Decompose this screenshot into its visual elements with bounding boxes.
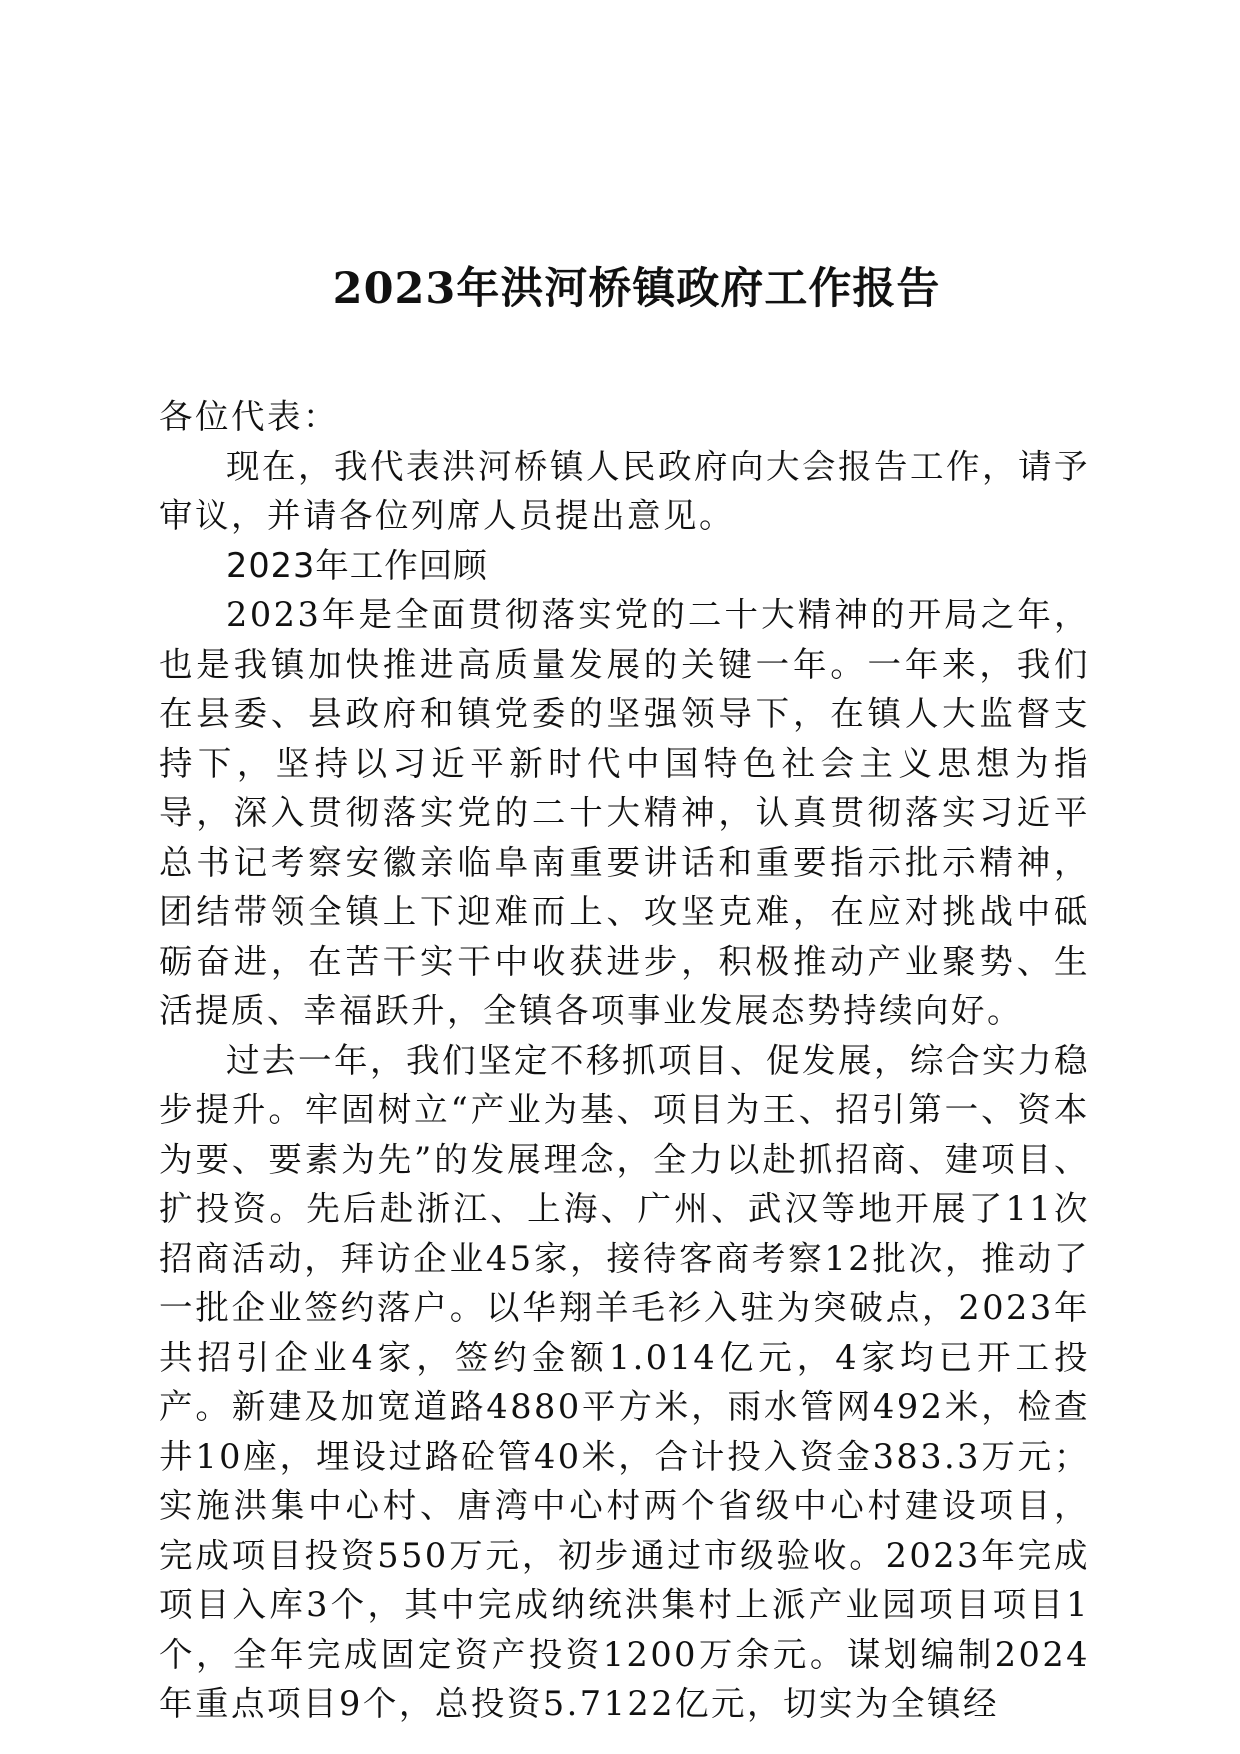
- document-title: 2023年洪河桥镇政府工作报告: [332, 264, 941, 314]
- body-paragraph: 过去一年，我们坚定不移抓项目、促发展，综合实力稳步提升。牢固树立“产业为基、项目为王、招引第一、资本为要、要素为先”的发展理念，全力以赴抓招商、建项目、扩投资。先后赴浙江、上海、广州、武汉等地开展了11次招商活动，拜访企业45家，接待客商考察12批次，推动了一批企业签约落户。以华翔羊毛衫入驻为突破点，2023年共招引企业4家，签约金额1.014亿元，4家均已开工投产。新建及加宽道路4880平方米，雨水管网492米，检查井10座，埋设过路砼管40米，合计投入资金383.3万元；实施洪集中心村、唐湾中心村两个省级中心村建设项目，完成项目投资550万元，初步通过市级验收。2023年完成项目入库3个，其中完成纳统洪集村上派产业园项目项目1个，全年完成固定资产投资1200万余元。谋划编制2024年重点项目9个，总投资5.7122亿元，切实为全镇经: [159, 1040, 1090, 1723]
- section-heading: 2023年工作回顾: [226, 545, 488, 585]
- intro-paragraph: 现在，我代表洪河桥镇人民政府向大会报告工作，请予审议，并请各位列席人员提出意见。: [159, 446, 1090, 535]
- body-paragraph: 2023年是全面贯彻落实党的二十大精神的开局之年，也是我镇加快推进高质量发展的关键一年。一年来，我们在县委、县政府和镇党委的坚强领导下，在镇人大监督支持下，坚持以习近平新时代中国特色社会主义思想为指导，深入贯彻落实党的二十大精神，认真贯彻落实习近平总书记考察安徽亲临阜南重要讲话和重要指示批示精神，团结带领全镇上下迎难而上、攻坚克难，在应对挑战中砥砺奋进，在苦干实干中收获进步，积极推动产业聚势、生活提质、幸福跃升，全镇各项事业发展态势持续向好。: [159, 595, 1090, 1030]
- salutation: 各位代表：: [159, 397, 339, 436]
- document-body: [159, 392, 1090, 1729]
